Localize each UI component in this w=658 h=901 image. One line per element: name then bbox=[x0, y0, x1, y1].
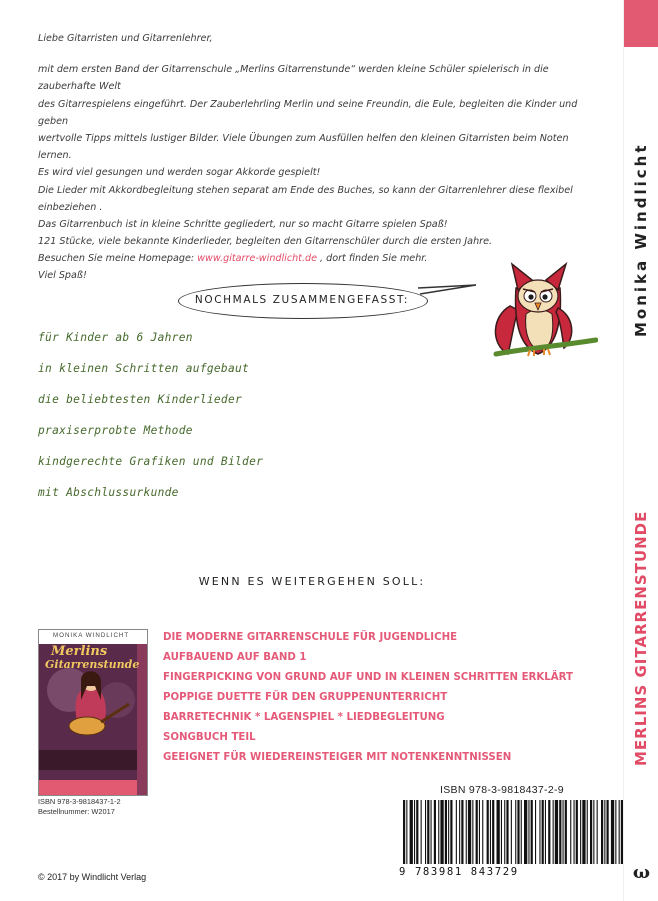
barcode-bar bbox=[466, 800, 467, 864]
barcode-bar bbox=[559, 800, 561, 864]
sequel-item: BARRETECHNIK * LAGENSPIEL * LIEDBEGLEITUNG bbox=[163, 712, 445, 723]
thumb-title-1: Merlins bbox=[51, 644, 108, 659]
barcode-bar bbox=[438, 800, 439, 864]
barcode-bar bbox=[521, 800, 522, 864]
letter-greeting: Liebe Gitarristen und Gitarrenlehrer, bbox=[38, 33, 213, 44]
barcode-bar bbox=[497, 800, 500, 864]
letter-line: mit dem ersten Band der Gitarrenschule „Merlins Gitarrenstunde“ werden kleine Schüler spielerisch in die zauberhafte Welt bbox=[38, 64, 549, 93]
feature-item: praxiserprobte Methode bbox=[38, 424, 193, 437]
barcode-bar bbox=[487, 800, 489, 864]
feature-list bbox=[38, 328, 263, 514]
book-spine bbox=[623, 0, 658, 901]
homepage-suffix: , dort finden Sie mehr. bbox=[316, 253, 428, 265]
barcode-bar bbox=[576, 800, 578, 864]
sequel-order-number: Bestellnummer: W2017 bbox=[38, 806, 115, 816]
barcode-bar bbox=[472, 800, 473, 864]
letter-line: 121 Stücke, viele bekannte Kinderlieder, begleiten den Gitarrenschüler durch die ersten Jahre. bbox=[38, 236, 493, 248]
feature-item: kindgerechte Grafiken und Bilder bbox=[38, 455, 264, 468]
sequel-book-cover bbox=[38, 629, 148, 796]
barcode-bar bbox=[492, 800, 494, 864]
barcode-bar bbox=[440, 800, 443, 864]
barcode-bar bbox=[434, 800, 436, 864]
barcode-bar bbox=[528, 800, 529, 864]
barcode-bar bbox=[425, 800, 426, 864]
feature-item: die beliebtesten Kinderlieder bbox=[38, 393, 243, 406]
barcode-bar bbox=[590, 800, 592, 864]
speech-bubble-tail bbox=[418, 282, 478, 296]
letter-line: Die Lieder mit Akkordbegleitung stehen separat am Ende des Buches, so kann der Gitarrenlehrer diese flexibel einbeziehen . bbox=[38, 184, 573, 213]
barcode-bar bbox=[406, 800, 407, 864]
intro-letter bbox=[38, 30, 598, 268]
spine-title: MERLINS GITARRENSTUNDE bbox=[632, 510, 650, 766]
barcode-bar bbox=[621, 800, 623, 864]
sequel-isbn-block bbox=[38, 797, 121, 816]
barcode-bar bbox=[515, 800, 516, 864]
barcode-bar bbox=[574, 800, 575, 864]
barcode-bar bbox=[593, 800, 594, 864]
barcode-bar bbox=[539, 800, 540, 864]
thumb-title-2: Gitarrenstunde bbox=[45, 658, 140, 671]
barcode-bar bbox=[450, 800, 452, 864]
barcode-bar bbox=[476, 800, 478, 864]
barcode-bar bbox=[619, 800, 620, 864]
letter-closing: Viel Spaß! bbox=[38, 270, 87, 281]
barcode-bar bbox=[545, 800, 546, 864]
barcode-bar bbox=[607, 800, 609, 864]
barcode-bar bbox=[448, 800, 449, 864]
letter-line: Es wird viel gesungen und werden sogar Akkorde gespielt! bbox=[38, 167, 321, 179]
continue-heading: WENN ES WEITERGEHEN SOLL: bbox=[198, 575, 426, 588]
barcode-bar bbox=[555, 800, 558, 864]
feature-item: mit Abschlussurkunde bbox=[38, 486, 179, 499]
barcode-bar bbox=[570, 800, 571, 864]
bubble-text: NOCHMALS ZUSAMMENGEFASST: bbox=[194, 294, 410, 306]
sequel-isbn: ISBN 978-3-9818437-1-2 bbox=[38, 797, 121, 806]
sequel-item: FINGERPICKING VON GRUND AUF UND IN KLEINEN SCHRITTEN ERKLÄRT bbox=[163, 672, 573, 683]
homepage-link[interactable]: www.gitarre-windlicht.de bbox=[197, 253, 317, 265]
barcode-bar bbox=[459, 800, 460, 864]
barcode-bar bbox=[535, 800, 536, 864]
barcode-bar bbox=[542, 800, 544, 864]
sequel-item: GEEIGNET FÜR WIEDEREINSTEIGER MIT NOTENKENNTNISSEN bbox=[163, 752, 512, 763]
barcode-bar bbox=[431, 800, 432, 864]
sequel-item: DIE MODERNE GITARRENSCHULE FÜR JUGENDLICHE bbox=[163, 632, 458, 643]
barcode-bar bbox=[416, 800, 418, 864]
publisher-logo: ω bbox=[632, 862, 650, 883]
spine-color-bar bbox=[624, 0, 658, 47]
barcode-bar bbox=[563, 800, 564, 864]
barcode-bar bbox=[511, 800, 512, 864]
barcode-bar bbox=[531, 800, 533, 864]
barcode-bar bbox=[403, 800, 405, 864]
barcode-bar bbox=[414, 800, 415, 864]
barcode-bar bbox=[427, 800, 429, 864]
barcode-bar bbox=[461, 800, 463, 864]
barcode-bar bbox=[490, 800, 491, 864]
barcode-bar bbox=[548, 800, 550, 864]
ean-digits: 9 783981 843729 bbox=[399, 866, 519, 878]
barcode-bar bbox=[565, 800, 567, 864]
barcode-bar bbox=[601, 800, 603, 864]
spine-author: Monika Windlicht bbox=[632, 142, 650, 337]
barcode-bar bbox=[582, 800, 585, 864]
barcode-bar bbox=[410, 800, 413, 864]
letter-line: des Gitarrespielens eingeführt. Der Zauberlehrling Merlin und seine Freundin, die Eule, begleiten die Kinder und geben bbox=[38, 98, 578, 127]
letter-line: Das Gitarrenbuch ist in kleine Schritte gegliedert, nur so macht Gitarre spielen Spaß! bbox=[38, 219, 448, 231]
feature-item: für Kinder ab 6 Jahren bbox=[38, 331, 193, 344]
barcode bbox=[399, 800, 625, 866]
isbn-label: ISBN 978-3-9818437-2-9 bbox=[440, 784, 564, 796]
barcode-bar bbox=[504, 800, 505, 864]
sequel-item: SONGBUCH TEIL bbox=[163, 732, 256, 743]
sequel-item: AUFBAUEND AUF BAND 1 bbox=[163, 652, 307, 663]
barcode-bar bbox=[506, 800, 508, 864]
homepage-prefix: Besuchen Sie meine Homepage: bbox=[38, 253, 198, 265]
paragraph-gap bbox=[38, 47, 598, 61]
barcode-bar bbox=[611, 800, 614, 864]
barcode-bar bbox=[456, 800, 457, 864]
owl-icon bbox=[478, 258, 598, 368]
barcode-bar bbox=[580, 800, 581, 864]
sequel-item: POPPIGE DUETTE FÜR DEN GRUPPENUNTERRICHT bbox=[163, 692, 448, 703]
copyright: © 2017 by Windlicht Verlag bbox=[38, 872, 147, 882]
barcode-bar bbox=[524, 800, 527, 864]
feature-item: in kleinen Schritten aufgebaut bbox=[38, 362, 250, 375]
barcode-bar bbox=[421, 800, 422, 864]
barcode-bar bbox=[553, 800, 554, 864]
thumb-author: MONIKA WINDLICHT bbox=[53, 632, 130, 639]
barcode-bar bbox=[501, 800, 502, 864]
barcode-bar bbox=[479, 800, 480, 864]
barcode-bar bbox=[615, 800, 616, 864]
barcode-bar bbox=[604, 800, 605, 864]
barcode-bar bbox=[445, 800, 447, 864]
sequel-feature-list bbox=[163, 629, 573, 769]
barcode-bar bbox=[517, 800, 519, 864]
barcode-bar bbox=[482, 800, 483, 864]
barcode-bar bbox=[587, 800, 588, 864]
letter-line: wertvolle Tipps mittels lustiger Bilder. Viele Übungen zum Ausfüllen helfen den kleinen Gitarristen beim Noten lernen. bbox=[38, 133, 569, 162]
barcode-bar bbox=[468, 800, 471, 864]
barcode-bar bbox=[597, 800, 598, 864]
